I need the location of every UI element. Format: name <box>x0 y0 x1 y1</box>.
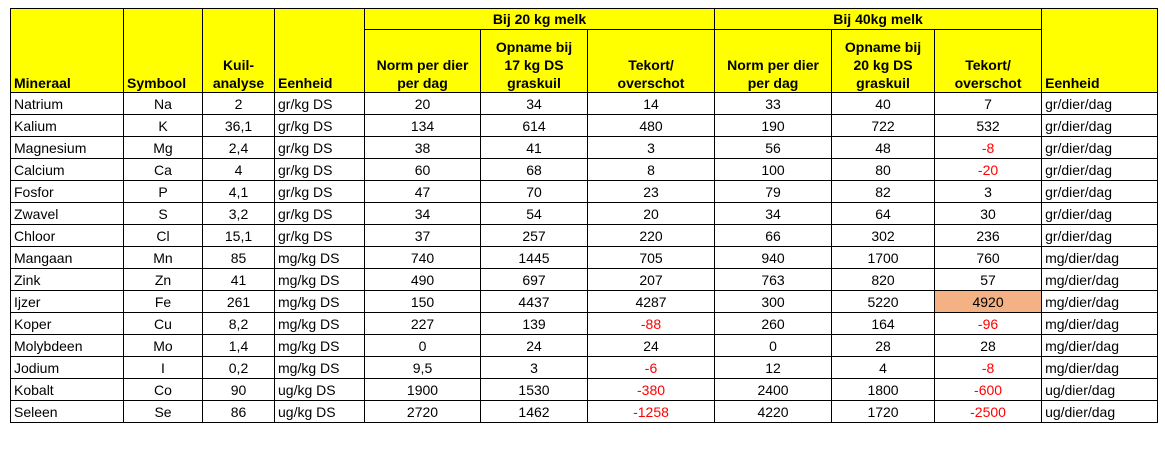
cell-norm40: 12 <box>715 357 832 379</box>
cell-kuil: 4,1 <box>203 181 275 203</box>
cell-norm40: 763 <box>715 269 832 291</box>
cell-opname40: 820 <box>832 269 935 291</box>
table-row <box>11 291 1158 313</box>
cell-eenheid2: gr/dier/dag <box>1042 137 1158 159</box>
cell-tekort20: 14 <box>588 93 715 115</box>
cell-norm40: 190 <box>715 115 832 137</box>
cell-opname40: 164 <box>832 313 935 335</box>
cell-norm40: 100 <box>715 159 832 181</box>
col-header-eenheid-dier: Eenheid <box>1042 9 1158 93</box>
cell-kuil: 4 <box>203 159 275 181</box>
cell-tekort40: 30 <box>935 203 1042 225</box>
cell-eenheid2: gr/dier/dag <box>1042 225 1158 247</box>
cell-norm40: 0 <box>715 335 832 357</box>
cell-symbool: Co <box>124 379 203 401</box>
cell-eenheid2: mg/dier/dag <box>1042 247 1158 269</box>
cell-symbool: Ca <box>124 159 203 181</box>
cell-opname40: 48 <box>832 137 935 159</box>
table-row <box>11 137 1158 159</box>
cell-norm20: 490 <box>365 269 481 291</box>
cell-tekort20: -6 <box>588 357 715 379</box>
cell-kuil: 36,1 <box>203 115 275 137</box>
cell-opname20: 614 <box>481 115 588 137</box>
cell-norm20: 740 <box>365 247 481 269</box>
cell-tekort20: -1258 <box>588 401 715 423</box>
col-header-opname-20: Opname bij 17 kg DS graskuil <box>481 30 588 93</box>
cell-norm20: 60 <box>365 159 481 181</box>
col-header-kuilanalyse: Kuil- analyse <box>203 9 275 93</box>
table-row <box>11 379 1158 401</box>
cell-tekort20: 24 <box>588 335 715 357</box>
cell-eenheid2: mg/dier/dag <box>1042 269 1158 291</box>
cell-tekort40: -96 <box>935 313 1042 335</box>
cell-tekort40: 4920 <box>935 291 1042 313</box>
cell-tekort20: -88 <box>588 313 715 335</box>
cell-eenheid: gr/kg DS <box>275 203 365 225</box>
cell-norm40: 34 <box>715 203 832 225</box>
header-row-groups <box>11 9 1158 30</box>
cell-opname20: 1462 <box>481 401 588 423</box>
cell-symbool: Zn <box>124 269 203 291</box>
cell-tekort40: -2500 <box>935 401 1042 423</box>
cell-norm20: 34 <box>365 203 481 225</box>
cell-eenheid2: gr/dier/dag <box>1042 93 1158 115</box>
cell-mineraal: Magnesium <box>11 137 124 159</box>
cell-opname20: 3 <box>481 357 588 379</box>
cell-norm40: 4220 <box>715 401 832 423</box>
cell-eenheid2: gr/dier/dag <box>1042 203 1158 225</box>
cell-opname20: 139 <box>481 313 588 335</box>
col-header-tekort-40: Tekort/ overschot <box>935 30 1042 93</box>
cell-opname20: 1445 <box>481 247 588 269</box>
cell-mineraal: Jodium <box>11 357 124 379</box>
cell-tekort40: 57 <box>935 269 1042 291</box>
cell-opname20: 41 <box>481 137 588 159</box>
cell-eenheid: gr/kg DS <box>275 137 365 159</box>
cell-symbool: Se <box>124 401 203 423</box>
cell-norm40: 2400 <box>715 379 832 401</box>
cell-mineraal: Zink <box>11 269 124 291</box>
cell-opname20: 70 <box>481 181 588 203</box>
cell-norm20: 20 <box>365 93 481 115</box>
cell-norm40: 300 <box>715 291 832 313</box>
cell-tekort20: 23 <box>588 181 715 203</box>
cell-kuil: 86 <box>203 401 275 423</box>
cell-opname20: 697 <box>481 269 588 291</box>
cell-eenheid: ug/kg DS <box>275 401 365 423</box>
cell-opname40: 1800 <box>832 379 935 401</box>
cell-opname20: 1530 <box>481 379 588 401</box>
table-row <box>11 335 1158 357</box>
cell-opname40: 80 <box>832 159 935 181</box>
cell-norm20: 0 <box>365 335 481 357</box>
mineral-table <box>10 8 1158 423</box>
cell-eenheid: mg/kg DS <box>275 313 365 335</box>
cell-eenheid: mg/kg DS <box>275 269 365 291</box>
cell-tekort40: -20 <box>935 159 1042 181</box>
cell-tekort40: 3 <box>935 181 1042 203</box>
cell-norm20: 1900 <box>365 379 481 401</box>
cell-norm40: 940 <box>715 247 832 269</box>
cell-norm20: 150 <box>365 291 481 313</box>
cell-tekort40: 7 <box>935 93 1042 115</box>
table-row <box>11 357 1158 379</box>
cell-tekort20: 3 <box>588 137 715 159</box>
cell-mineraal: Koper <box>11 313 124 335</box>
cell-eenheid: gr/kg DS <box>275 159 365 181</box>
cell-eenheid: ug/kg DS <box>275 379 365 401</box>
cell-tekort20: 220 <box>588 225 715 247</box>
cell-eenheid2: gr/dier/dag <box>1042 159 1158 181</box>
table-body <box>11 93 1158 423</box>
cell-norm20: 227 <box>365 313 481 335</box>
cell-norm40: 79 <box>715 181 832 203</box>
table-row <box>11 203 1158 225</box>
cell-symbool: S <box>124 203 203 225</box>
cell-opname40: 722 <box>832 115 935 137</box>
cell-norm20: 38 <box>365 137 481 159</box>
cell-mineraal: Ijzer <box>11 291 124 313</box>
cell-symbool: Fe <box>124 291 203 313</box>
cell-tekort20: 207 <box>588 269 715 291</box>
cell-tekort40: -8 <box>935 357 1042 379</box>
cell-norm20: 2720 <box>365 401 481 423</box>
cell-opname40: 4 <box>832 357 935 379</box>
cell-norm20: 37 <box>365 225 481 247</box>
cell-opname40: 5220 <box>832 291 935 313</box>
col-header-symbool: Symbool <box>124 9 203 93</box>
cell-symbool: Cl <box>124 225 203 247</box>
cell-mineraal: Natrium <box>11 93 124 115</box>
table-row <box>11 159 1158 181</box>
cell-symbool: Mo <box>124 335 203 357</box>
cell-symbool: I <box>124 357 203 379</box>
cell-eenheid: gr/kg DS <box>275 225 365 247</box>
cell-eenheid: mg/kg DS <box>275 247 365 269</box>
cell-tekort40: 760 <box>935 247 1042 269</box>
cell-mineraal: Kalium <box>11 115 124 137</box>
cell-symbool: Cu <box>124 313 203 335</box>
cell-opname40: 28 <box>832 335 935 357</box>
cell-opname40: 82 <box>832 181 935 203</box>
table-row <box>11 93 1158 115</box>
cell-tekort40: 28 <box>935 335 1042 357</box>
cell-kuil: 2,4 <box>203 137 275 159</box>
cell-opname40: 64 <box>832 203 935 225</box>
cell-kuil: 3,2 <box>203 203 275 225</box>
table-row <box>11 181 1158 203</box>
cell-mineraal: Kobalt <box>11 379 124 401</box>
cell-eenheid2: mg/dier/dag <box>1042 357 1158 379</box>
cell-kuil: 1,4 <box>203 335 275 357</box>
cell-mineraal: Seleen <box>11 401 124 423</box>
cell-eenheid2: gr/dier/dag <box>1042 115 1158 137</box>
cell-norm20: 134 <box>365 115 481 137</box>
table-row <box>11 247 1158 269</box>
cell-kuil: 85 <box>203 247 275 269</box>
table-row <box>11 313 1158 335</box>
table-row <box>11 115 1158 137</box>
cell-norm20: 9,5 <box>365 357 481 379</box>
cell-eenheid: gr/kg DS <box>275 181 365 203</box>
cell-kuil: 8,2 <box>203 313 275 335</box>
cell-opname40: 1700 <box>832 247 935 269</box>
cell-eenheid: mg/kg DS <box>275 291 365 313</box>
cell-symbool: K <box>124 115 203 137</box>
cell-norm40: 66 <box>715 225 832 247</box>
col-header-eenheid: Eenheid <box>275 9 365 93</box>
cell-tekort20: 20 <box>588 203 715 225</box>
cell-eenheid: gr/kg DS <box>275 115 365 137</box>
cell-eenheid2: mg/dier/dag <box>1042 291 1158 313</box>
cell-eenheid2: ug/dier/dag <box>1042 379 1158 401</box>
cell-mineraal: Zwavel <box>11 203 124 225</box>
cell-tekort20: 4287 <box>588 291 715 313</box>
cell-mineraal: Mangaan <box>11 247 124 269</box>
cell-tekort40: -600 <box>935 379 1042 401</box>
col-header-mineraal: Mineraal <box>11 9 124 93</box>
cell-kuil: 261 <box>203 291 275 313</box>
cell-kuil: 0,2 <box>203 357 275 379</box>
cell-norm40: 33 <box>715 93 832 115</box>
cell-tekort20: -380 <box>588 379 715 401</box>
cell-opname40: 302 <box>832 225 935 247</box>
cell-opname20: 257 <box>481 225 588 247</box>
group-header-40kg: Bij 40kg melk <box>715 9 1042 30</box>
cell-kuil: 2 <box>203 93 275 115</box>
cell-eenheid: mg/kg DS <box>275 335 365 357</box>
table-row <box>11 401 1158 423</box>
cell-symbool: Mg <box>124 137 203 159</box>
cell-tekort20: 705 <box>588 247 715 269</box>
cell-tekort20: 8 <box>588 159 715 181</box>
cell-eenheid: mg/kg DS <box>275 357 365 379</box>
cell-tekort40: 532 <box>935 115 1042 137</box>
cell-symbool: P <box>124 181 203 203</box>
cell-opname20: 34 <box>481 93 588 115</box>
cell-opname20: 24 <box>481 335 588 357</box>
cell-opname20: 4437 <box>481 291 588 313</box>
col-header-opname-40: Opname bij 20 kg DS graskuil <box>832 30 935 93</box>
cell-opname40: 1720 <box>832 401 935 423</box>
cell-kuil: 15,1 <box>203 225 275 247</box>
cell-mineraal: Fosfor <box>11 181 124 203</box>
col-header-norm-20: Norm per dier per dag <box>365 30 481 93</box>
cell-mineraal: Molybdeen <box>11 335 124 357</box>
cell-mineraal: Chloor <box>11 225 124 247</box>
col-header-norm-40: Norm per dier per dag <box>715 30 832 93</box>
cell-mineraal: Calcium <box>11 159 124 181</box>
cell-tekort40: 236 <box>935 225 1042 247</box>
cell-tekort40: -8 <box>935 137 1042 159</box>
cell-eenheid2: ug/dier/dag <box>1042 401 1158 423</box>
cell-eenheid2: gr/dier/dag <box>1042 181 1158 203</box>
cell-kuil: 41 <box>203 269 275 291</box>
cell-symbool: Na <box>124 93 203 115</box>
cell-tekort20: 480 <box>588 115 715 137</box>
cell-opname20: 54 <box>481 203 588 225</box>
cell-opname20: 68 <box>481 159 588 181</box>
group-header-20kg: Bij 20 kg melk <box>365 9 715 30</box>
cell-eenheid2: mg/dier/dag <box>1042 335 1158 357</box>
cell-norm40: 56 <box>715 137 832 159</box>
cell-norm40: 260 <box>715 313 832 335</box>
table-row <box>11 269 1158 291</box>
table-row <box>11 225 1158 247</box>
col-header-tekort-20: Tekort/ overschot <box>588 30 715 93</box>
cell-eenheid: gr/kg DS <box>275 93 365 115</box>
cell-kuil: 90 <box>203 379 275 401</box>
cell-eenheid2: mg/dier/dag <box>1042 313 1158 335</box>
cell-symbool: Mn <box>124 247 203 269</box>
cell-opname40: 40 <box>832 93 935 115</box>
cell-norm20: 47 <box>365 181 481 203</box>
